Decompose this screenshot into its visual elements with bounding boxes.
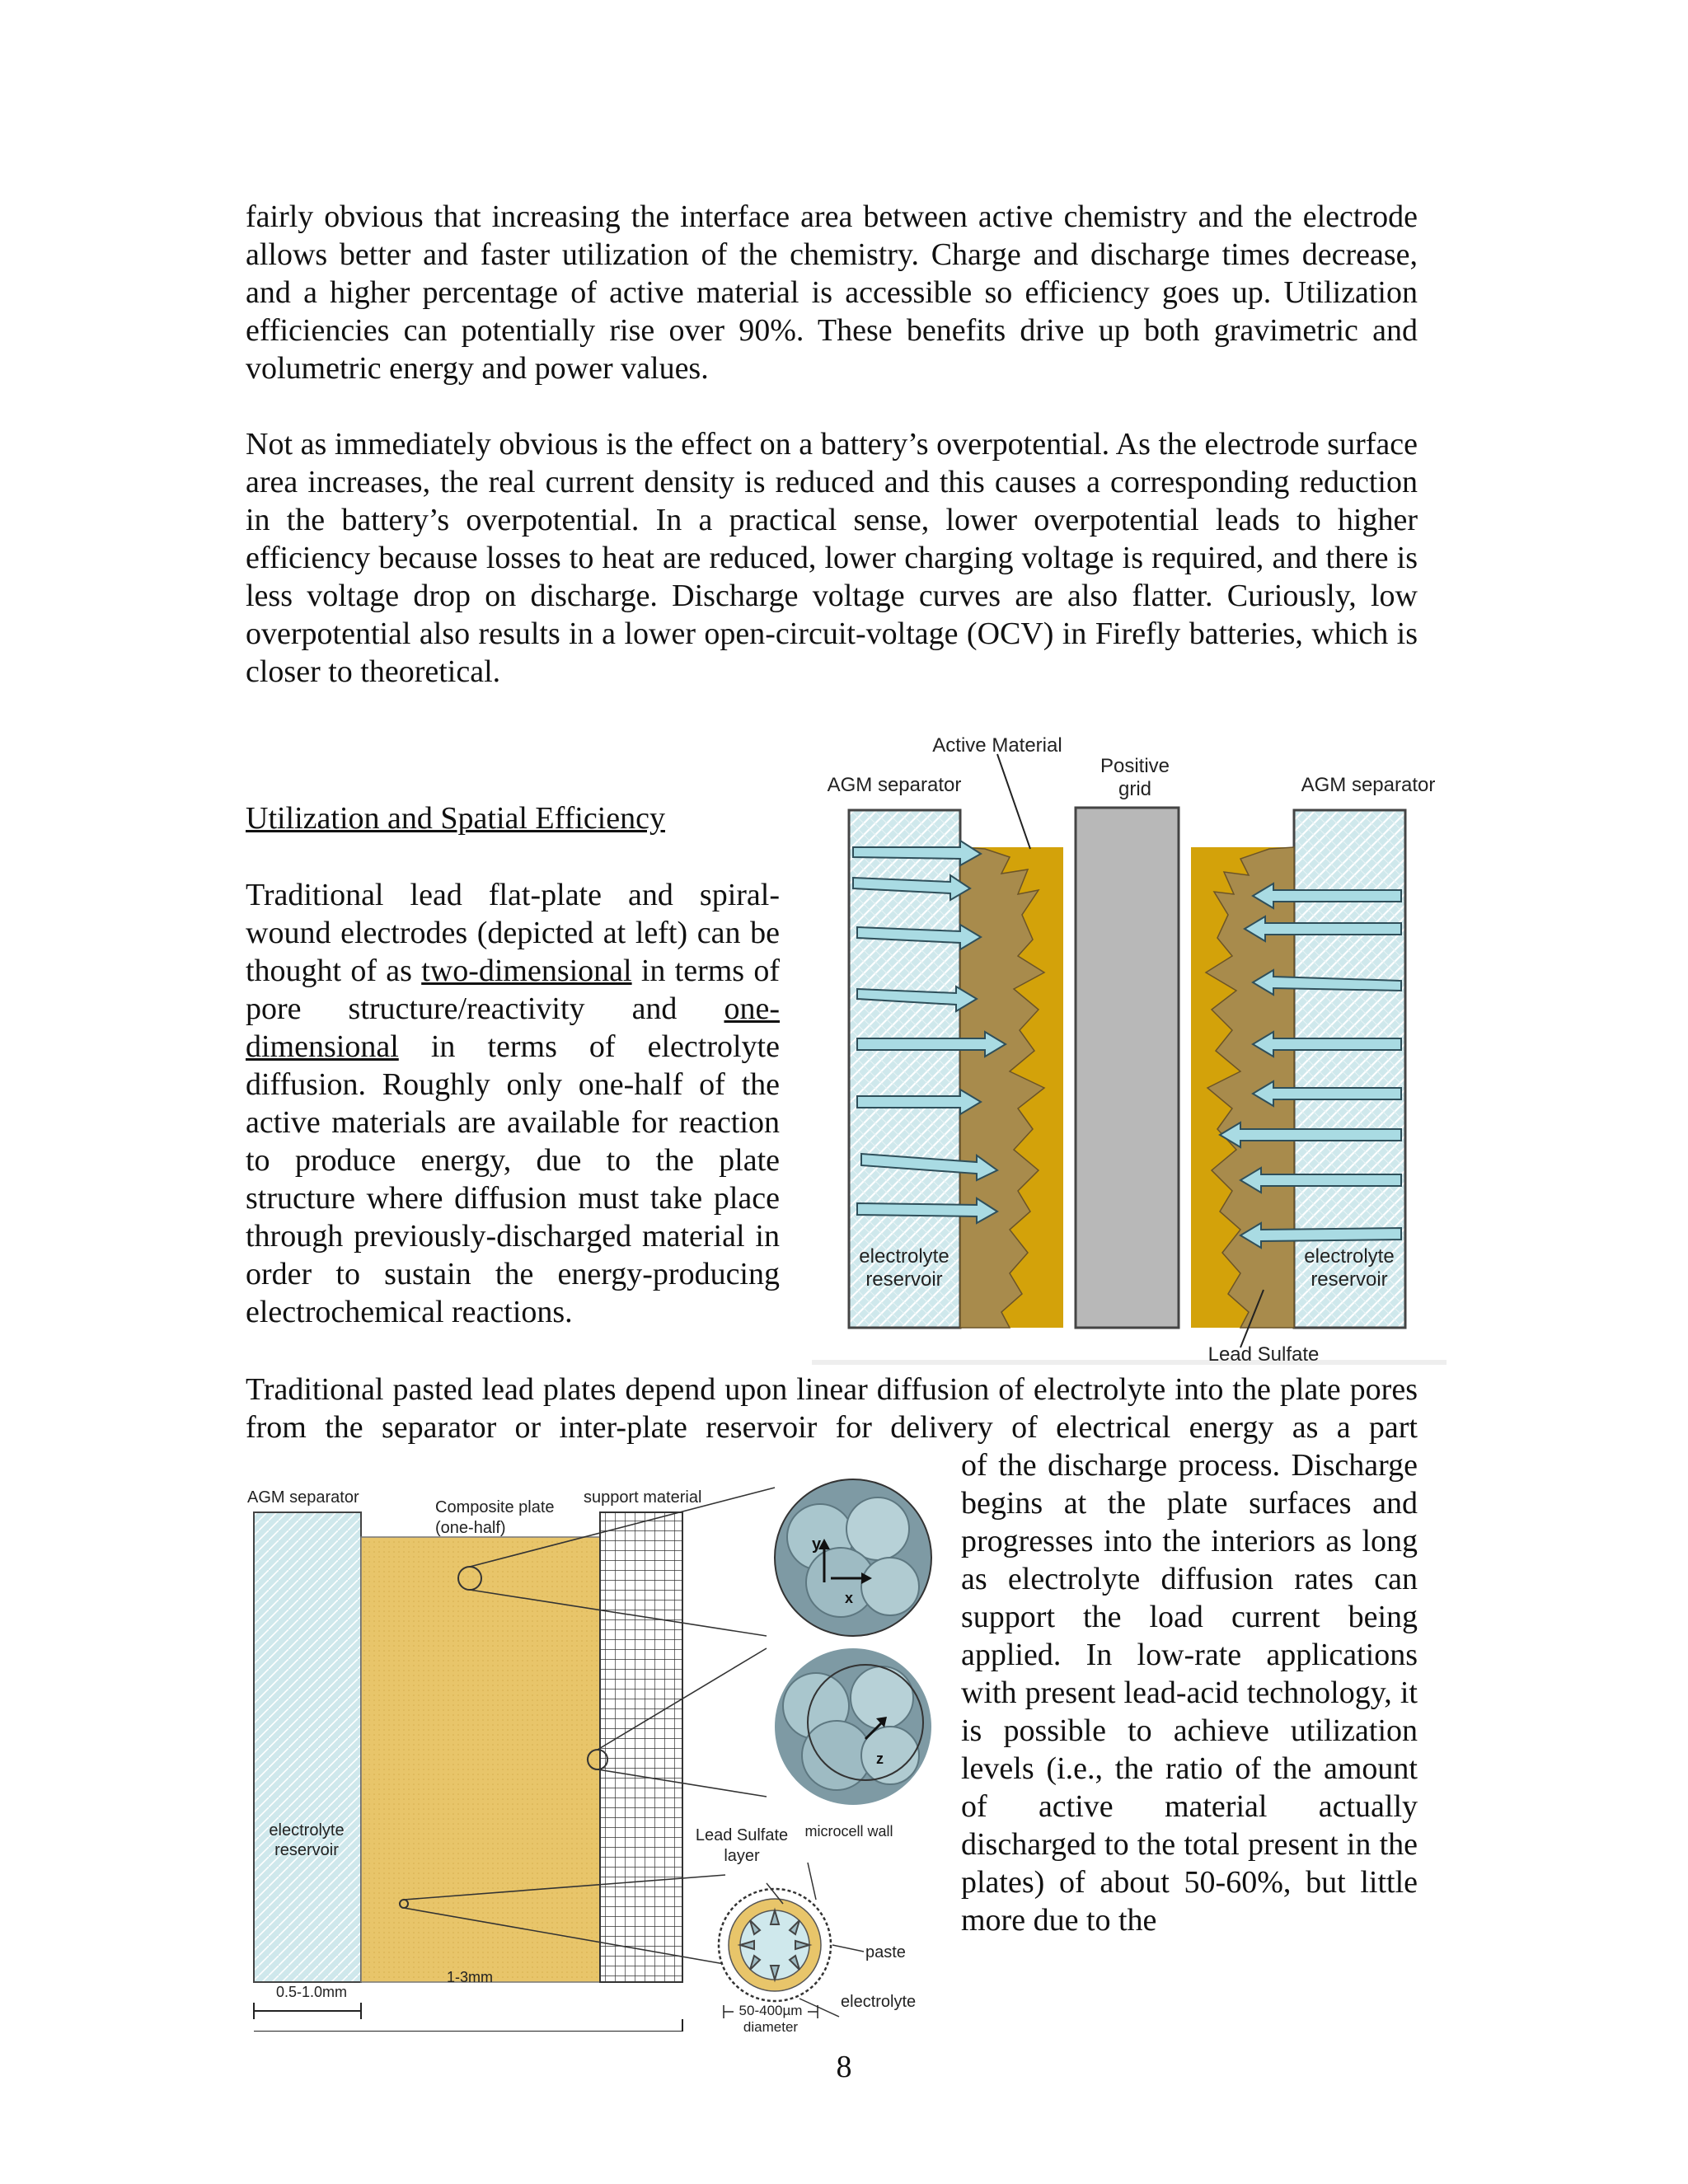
label-microcell-wall: microcell wall [804,1823,893,1840]
label-lead-sulfate: Lead Sulfate [695,1826,789,1844]
label-agm-separator-left: AGM separator [827,774,962,796]
label-support-material: support material [584,1488,702,1507]
axis-y-label: y [812,1535,822,1554]
figure-flat-plate-electrode [812,725,1447,1376]
label-positive: Positive [1100,755,1170,777]
label-grid: grid [1118,778,1152,800]
text-run: in terms of pore structure/reactivity and [246,954,780,1026]
paragraph-traditional-electrodes [246,876,780,1331]
label-layer: layer [724,1847,760,1865]
support-material-grid [600,1512,682,1982]
label-agm-separator: AGM separator [247,1488,359,1507]
label-active-material: Active Material [932,734,1062,757]
page-number: 8 [836,2050,852,2084]
section-heading: Utilization and Spatial Efficiency [246,801,665,836]
figure-composite-plate [239,1471,948,2032]
label-width-plate: 1-3mm [446,1969,494,1985]
label-paste: paste [865,1943,906,1961]
positive-grid [1076,808,1179,1328]
label-diameter: diameter [743,2019,799,2032]
label-one-half: (one-half) [435,1519,506,1537]
paragraph-pasted-plates-continued: of the discharge process. Discharge begins at the plate surfaces and progresses into the interiors as long as electrolyte diffusion rates can support the load current being applied. In low-rate applications with present lead-acid technology, it is possible to achieve utilization levels (i.e., the ratio of the amount of active material actually discharged to the total present in the plates) of about 50-60%, but little more due to the [961,1448,1418,1938]
paragraph-pasted-plates-intro: Traditional pasted lead plates depend upon linear diffusion of electrolyte into the plate pores from the separator or inter-plate reservoir for delivery of electrical energy as a part [246,1372,1418,1445]
label-electrolyte-micro: electrolyte [841,1993,917,2011]
paragraph-overpotential: Not as immediately obvious is the effect on a battery’s overpotential. As the electrode surface area increases, the real current density is reduced and this causes a corresponding reduction in the battery’s overpotential. In a practical sense, lower overpotential leads to higher efficiency because losses to heat are reduced, lower charging voltage is required, and there is less voltage drop on discharge. Discharge voltage curves are also flatter. Curiously, low overpotential also results in a lower open-circuit-voltage (OCV) in Firefly batteries, which is closer to theoretical. [246,427,1418,689]
microcell-zoom-middle [775,1648,931,1805]
axis-x-label: x [845,1590,854,1606]
text-run: in terms of electrolyte diffusion. Roughly only one-half of the active materials are available for reaction to produce energy, due to the plate structure where diffusion must take place through previously-discharged material in order to sustain the energy-producing electrochemical reactions. [246,1029,780,1329]
label-reservoir-left: reservoir [865,1268,943,1291]
label-electrolyte-right: electrolyte [1304,1245,1395,1268]
label-agm-separator-right: AGM separator [1301,774,1436,796]
label-electrolyte-left: electrolyte [859,1245,950,1268]
underlined-term-one-dimensional: one-dimensional [246,991,780,1064]
label-reservoir: reservoir [274,1841,339,1859]
label-diameter-range: 50-400µm [738,2003,803,2018]
label-reservoir-right: reservoir [1311,1268,1388,1291]
text-run: Traditional lead flat-plate and spiral-wound electrodes (depicted at left) can be thought of as [246,878,780,988]
paragraph-utilization-benefits: fairly obvious that increasing the interface area between active chemistry and the electrode allows better and faster utilization of the chemistry. Charge and discharge times decrease, and a higher percentage of active material is accessible so efficiency goes up. Utilization efficiencies can potentially rise over 90%. These benefits drive up both gravimetric and volumetric energy and power values. [246,199,1418,386]
label-composite-plate: Composite plate [435,1498,555,1516]
microcell-zoom-top [775,1479,931,1636]
label-electrolyte: electrolyte [269,1821,345,1840]
label-width-separator: 0.5-1.0mm [276,1984,348,2000]
axis-z-label: z [876,1750,884,1767]
agm-separator [254,1512,361,1982]
label-lead-sulfate: Lead Sulfate [1207,1343,1320,1366]
microcell-detail [719,1889,831,2001]
underlined-term-two-dimensional: two-dimensional [421,954,632,988]
composite-plate [361,1537,600,1982]
